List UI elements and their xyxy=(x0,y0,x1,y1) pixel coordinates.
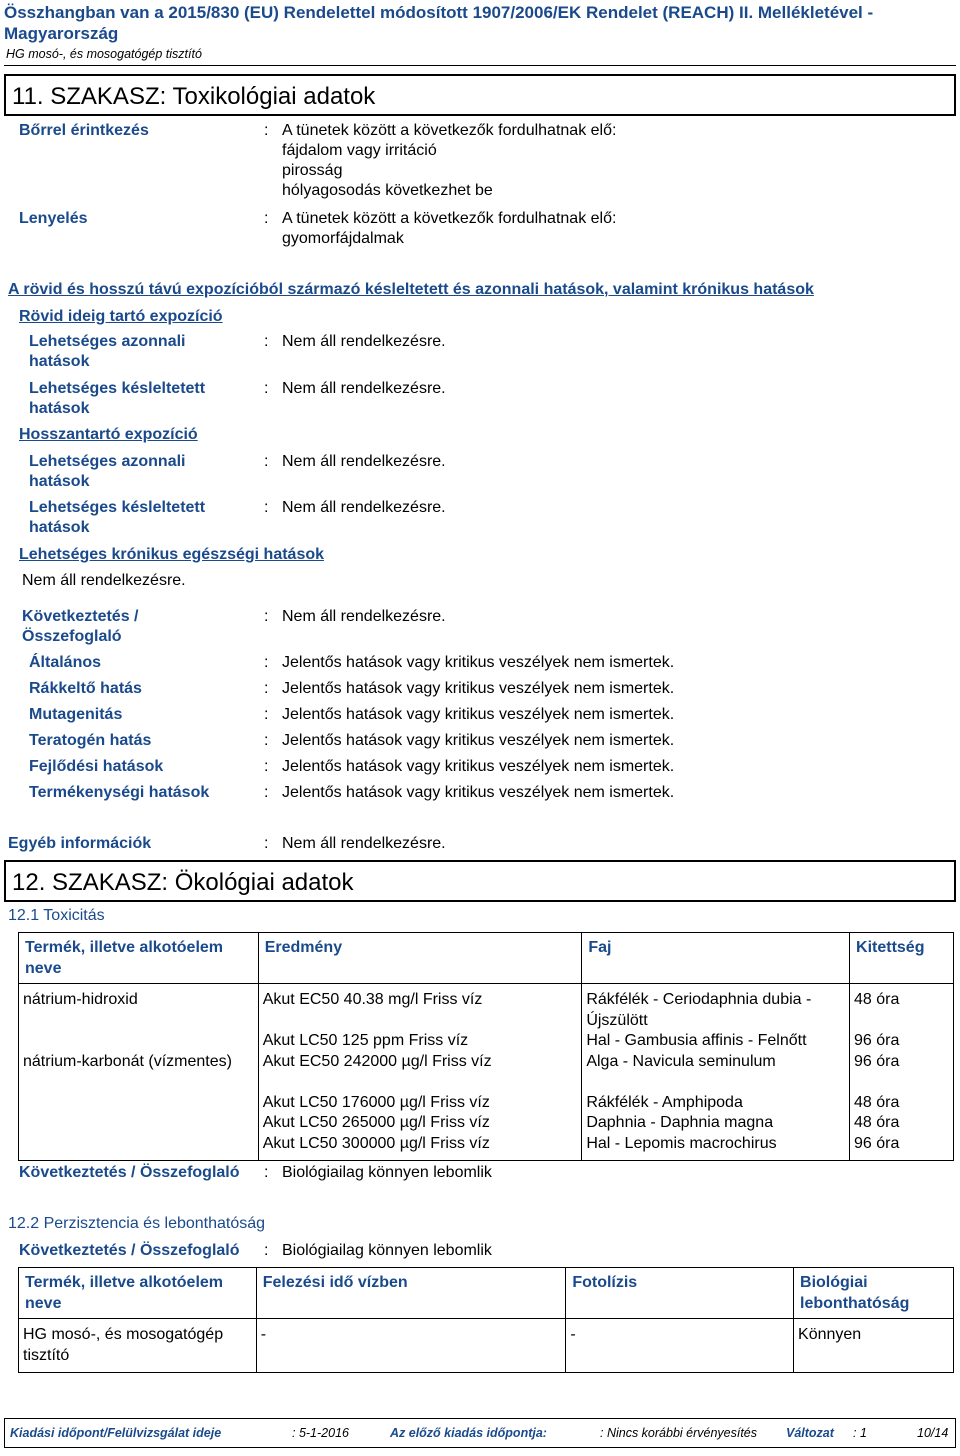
long-immediate-label-2: hatások xyxy=(29,473,90,490)
colon: : xyxy=(264,758,269,775)
exposure-value: 96 óra xyxy=(854,1052,900,1070)
effect-value: Jelentős hatások vagy kritikus veszélyek nem ismertek. xyxy=(282,654,675,671)
table-cell: - xyxy=(566,1319,794,1373)
colon: : xyxy=(264,732,269,749)
persistence-heading: 12.2 Perzisztencia és lebonthatóság xyxy=(8,1215,266,1232)
colon: : xyxy=(264,333,269,350)
table-header-row xyxy=(19,933,954,984)
tox-conclusion-value: Biológiailag könnyen lebomlik xyxy=(282,1164,492,1181)
colon: : xyxy=(264,706,269,723)
exposure-value: 48 óra xyxy=(854,1093,900,1111)
exposure-value: 48 óra xyxy=(854,991,900,1008)
issue-date-value: : 5-1-2016 xyxy=(292,1426,349,1440)
short-immediate-label: Lehetséges azonnali xyxy=(29,333,186,350)
document-title-country: Magyarország xyxy=(4,24,119,43)
table-header-cell: Felezési idő vízben xyxy=(256,1268,566,1319)
skin-contact-label: Bőrrel érintkezés xyxy=(19,122,149,139)
conclusion-value: Nem áll rendelkezésre. xyxy=(282,608,446,625)
toxicity-table xyxy=(18,932,954,1161)
table-row xyxy=(19,984,954,1161)
colon: : xyxy=(264,453,269,470)
colon: : xyxy=(264,499,269,516)
table-header-cell: Biológiai lebonthatóság xyxy=(794,1268,954,1319)
table-header-cell: Kitettség xyxy=(850,933,954,984)
effect-label: Fejlődési hatások xyxy=(29,758,164,775)
issue-date-label: Kiadási időpont/Felülvizsgálat ideje xyxy=(10,1426,222,1440)
long-delayed-label: Lehetséges késleltetett xyxy=(29,499,206,516)
document-title: Összhangban van a 2015/830 (EU) Rendelettel módosított 1907/2006/EK Rendelet (REACH) II. Mellékletével - xyxy=(4,3,874,22)
product-name: HG mosó-, és mosogatógép tisztító xyxy=(6,47,202,61)
species-value: Rákfélék - Amphipoda xyxy=(586,1093,743,1111)
colon: : xyxy=(264,680,269,697)
colon: : xyxy=(264,608,269,625)
result-value: Akut EC50 40.38 mg/l Friss víz xyxy=(262,991,483,1008)
colon: : xyxy=(264,380,269,397)
species-value: Hal - Gambusia affinis - Felnőtt xyxy=(586,1032,807,1049)
result-value: Akut LC50 125 ppm Friss víz xyxy=(262,1032,469,1049)
other-info-label: Egyéb információk xyxy=(8,835,152,852)
page-number: 10/14 xyxy=(917,1426,949,1440)
table-cell: Könnyen xyxy=(794,1319,954,1373)
persistence-conclusion-value: Biológiailag könnyen lebomlik xyxy=(282,1242,492,1259)
effect-value: Jelentős hatások vagy kritikus veszélyek nem ismertek. xyxy=(282,706,675,723)
other-info-value: Nem áll rendelkezésre. xyxy=(282,835,446,852)
colon: : xyxy=(264,654,269,671)
table-header-cell: Termék, illetve alkotóelem neve xyxy=(19,933,259,984)
skin-symptom-line: pirosság xyxy=(282,162,343,179)
table-row xyxy=(19,1319,954,1373)
long-term-heading: Hosszantartó expozíció xyxy=(19,426,198,443)
table-header-cell: Eredmény xyxy=(258,933,582,984)
exposure-cell xyxy=(850,984,954,1161)
conclusion-label-2: Összefoglaló xyxy=(22,628,122,645)
species-value: Daphnia - Daphnia magna xyxy=(586,1114,774,1131)
section-11-header xyxy=(4,74,956,116)
short-delayed-label-2: hatások xyxy=(29,400,90,417)
effect-value: Jelentős hatások vagy kritikus veszélyek nem ismertek. xyxy=(282,758,675,775)
section-12-title: 12. SZAKASZ: Ökológiai adatok xyxy=(12,869,354,896)
colon: : xyxy=(264,1242,269,1259)
table-header-cell: Faj xyxy=(582,933,850,984)
version-value: : 1 xyxy=(853,1426,867,1440)
result-cell xyxy=(258,984,582,1161)
exposure-value: 96 óra xyxy=(854,1032,900,1049)
table-header-row xyxy=(19,1268,954,1319)
header-divider xyxy=(4,65,956,66)
effect-value: Jelentős hatások vagy kritikus veszélyek nem ismertek. xyxy=(282,680,675,697)
table-cell: HG mosó-, és mosogatógép tisztító xyxy=(19,1319,257,1373)
result-value: Akut LC50 176000 µg/l Friss víz xyxy=(262,1093,490,1111)
table-cell: - xyxy=(256,1319,566,1373)
ingestion-symptom-line: A tünetek között a következők fordulhatnak elő: xyxy=(282,210,617,227)
colon: : xyxy=(264,210,269,227)
long-delayed-value: Nem áll rendelkezésre. xyxy=(282,499,446,516)
table-header-cell: Termék, illetve alkotóelem neve xyxy=(19,1268,257,1319)
effect-label: Rákkeltő hatás xyxy=(29,680,142,697)
exposure-value: 48 óra xyxy=(854,1114,900,1131)
species-value: Alga - Navicula seminulum xyxy=(586,1052,776,1070)
skin-symptom-line: hólyagosodás következhet be xyxy=(282,182,493,199)
persistence-conclusion-label: Következtetés / Összefoglaló xyxy=(19,1242,240,1259)
exposure-heading: A rövid és hosszú távú expozícióból származó késleltetett és azonnali hatások, valamint krónikus hatások xyxy=(8,281,814,298)
table-header-cell: Fotolízis xyxy=(566,1268,794,1319)
tox-conclusion-label: Következtetés / Összefoglaló xyxy=(19,1164,240,1181)
effect-value: Jelentős hatások vagy kritikus veszélyek nem ismertek. xyxy=(282,784,675,801)
effect-label: Teratogén hatás xyxy=(29,732,152,749)
section-12-header xyxy=(4,860,956,902)
component-name: nátrium-karbonát (vízmentes) xyxy=(23,1052,232,1070)
colon: : xyxy=(264,1164,269,1181)
result-value: Akut EC50 242000 µg/l Friss víz xyxy=(262,1052,492,1070)
result-value: Akut LC50 300000 µg/l Friss víz xyxy=(262,1134,490,1152)
short-immediate-label-2: hatások xyxy=(29,353,90,370)
exposure-value: 96 óra xyxy=(854,1134,900,1152)
long-immediate-value: Nem áll rendelkezésre. xyxy=(282,453,446,470)
conclusion-label: Következtetés / xyxy=(22,608,139,625)
effect-label: Termékenységi hatások xyxy=(29,784,210,801)
effect-label: Mutagenitás xyxy=(29,706,123,723)
version-label: Változat xyxy=(786,1426,834,1440)
result-value: Akut LC50 265000 µg/l Friss víz xyxy=(262,1114,490,1131)
short-term-heading: Rövid ideig tartó expozíció xyxy=(19,308,223,325)
short-immediate-value: Nem áll rendelkezésre. xyxy=(282,333,446,350)
effect-label: Általános xyxy=(29,654,102,671)
species-value: Rákfélék - Ceriodaphnia dubia - Újszülött xyxy=(586,991,812,1029)
previous-issue-value: : Nincs korábbi érvényesítés xyxy=(600,1426,758,1440)
species-cell xyxy=(582,984,850,1161)
colon: : xyxy=(264,122,269,139)
previous-issue-label: Az előző kiadás időpontja: xyxy=(390,1426,547,1440)
colon: : xyxy=(264,784,269,801)
toxicity-heading: 12.1 Toxicitás xyxy=(8,907,105,924)
effect-value: Jelentős hatások vagy kritikus veszélyek nem ismertek. xyxy=(282,732,675,749)
species-value: Hal - Lepomis macrochirus xyxy=(586,1134,777,1152)
long-delayed-label-2: hatások xyxy=(29,519,90,536)
component-name: nátrium-hidroxid xyxy=(23,991,138,1008)
short-delayed-value: Nem áll rendelkezésre. xyxy=(282,380,446,397)
skin-symptom-line: fájdalom vagy irritáció xyxy=(282,142,437,159)
long-immediate-label: Lehetséges azonnali xyxy=(29,453,186,470)
short-delayed-label: Lehetséges késleltetett xyxy=(29,380,206,397)
section-11-title: 11. SZAKASZ: Toxikológiai adatok xyxy=(12,83,376,110)
ingestion-symptom-line: gyomorfájdalmak xyxy=(282,230,404,247)
chronic-heading: Lehetséges krónikus egészségi hatások xyxy=(19,546,325,563)
persistence-table xyxy=(18,1267,954,1373)
colon: : xyxy=(264,835,269,852)
ingestion-label: Lenyelés xyxy=(19,210,88,227)
page-footer xyxy=(4,1418,956,1448)
skin-symptom-line: A tünetek között a következők fordulhatnak elő: xyxy=(282,122,617,139)
component-cell xyxy=(19,984,259,1161)
chronic-value: Nem áll rendelkezésre. xyxy=(22,572,186,589)
